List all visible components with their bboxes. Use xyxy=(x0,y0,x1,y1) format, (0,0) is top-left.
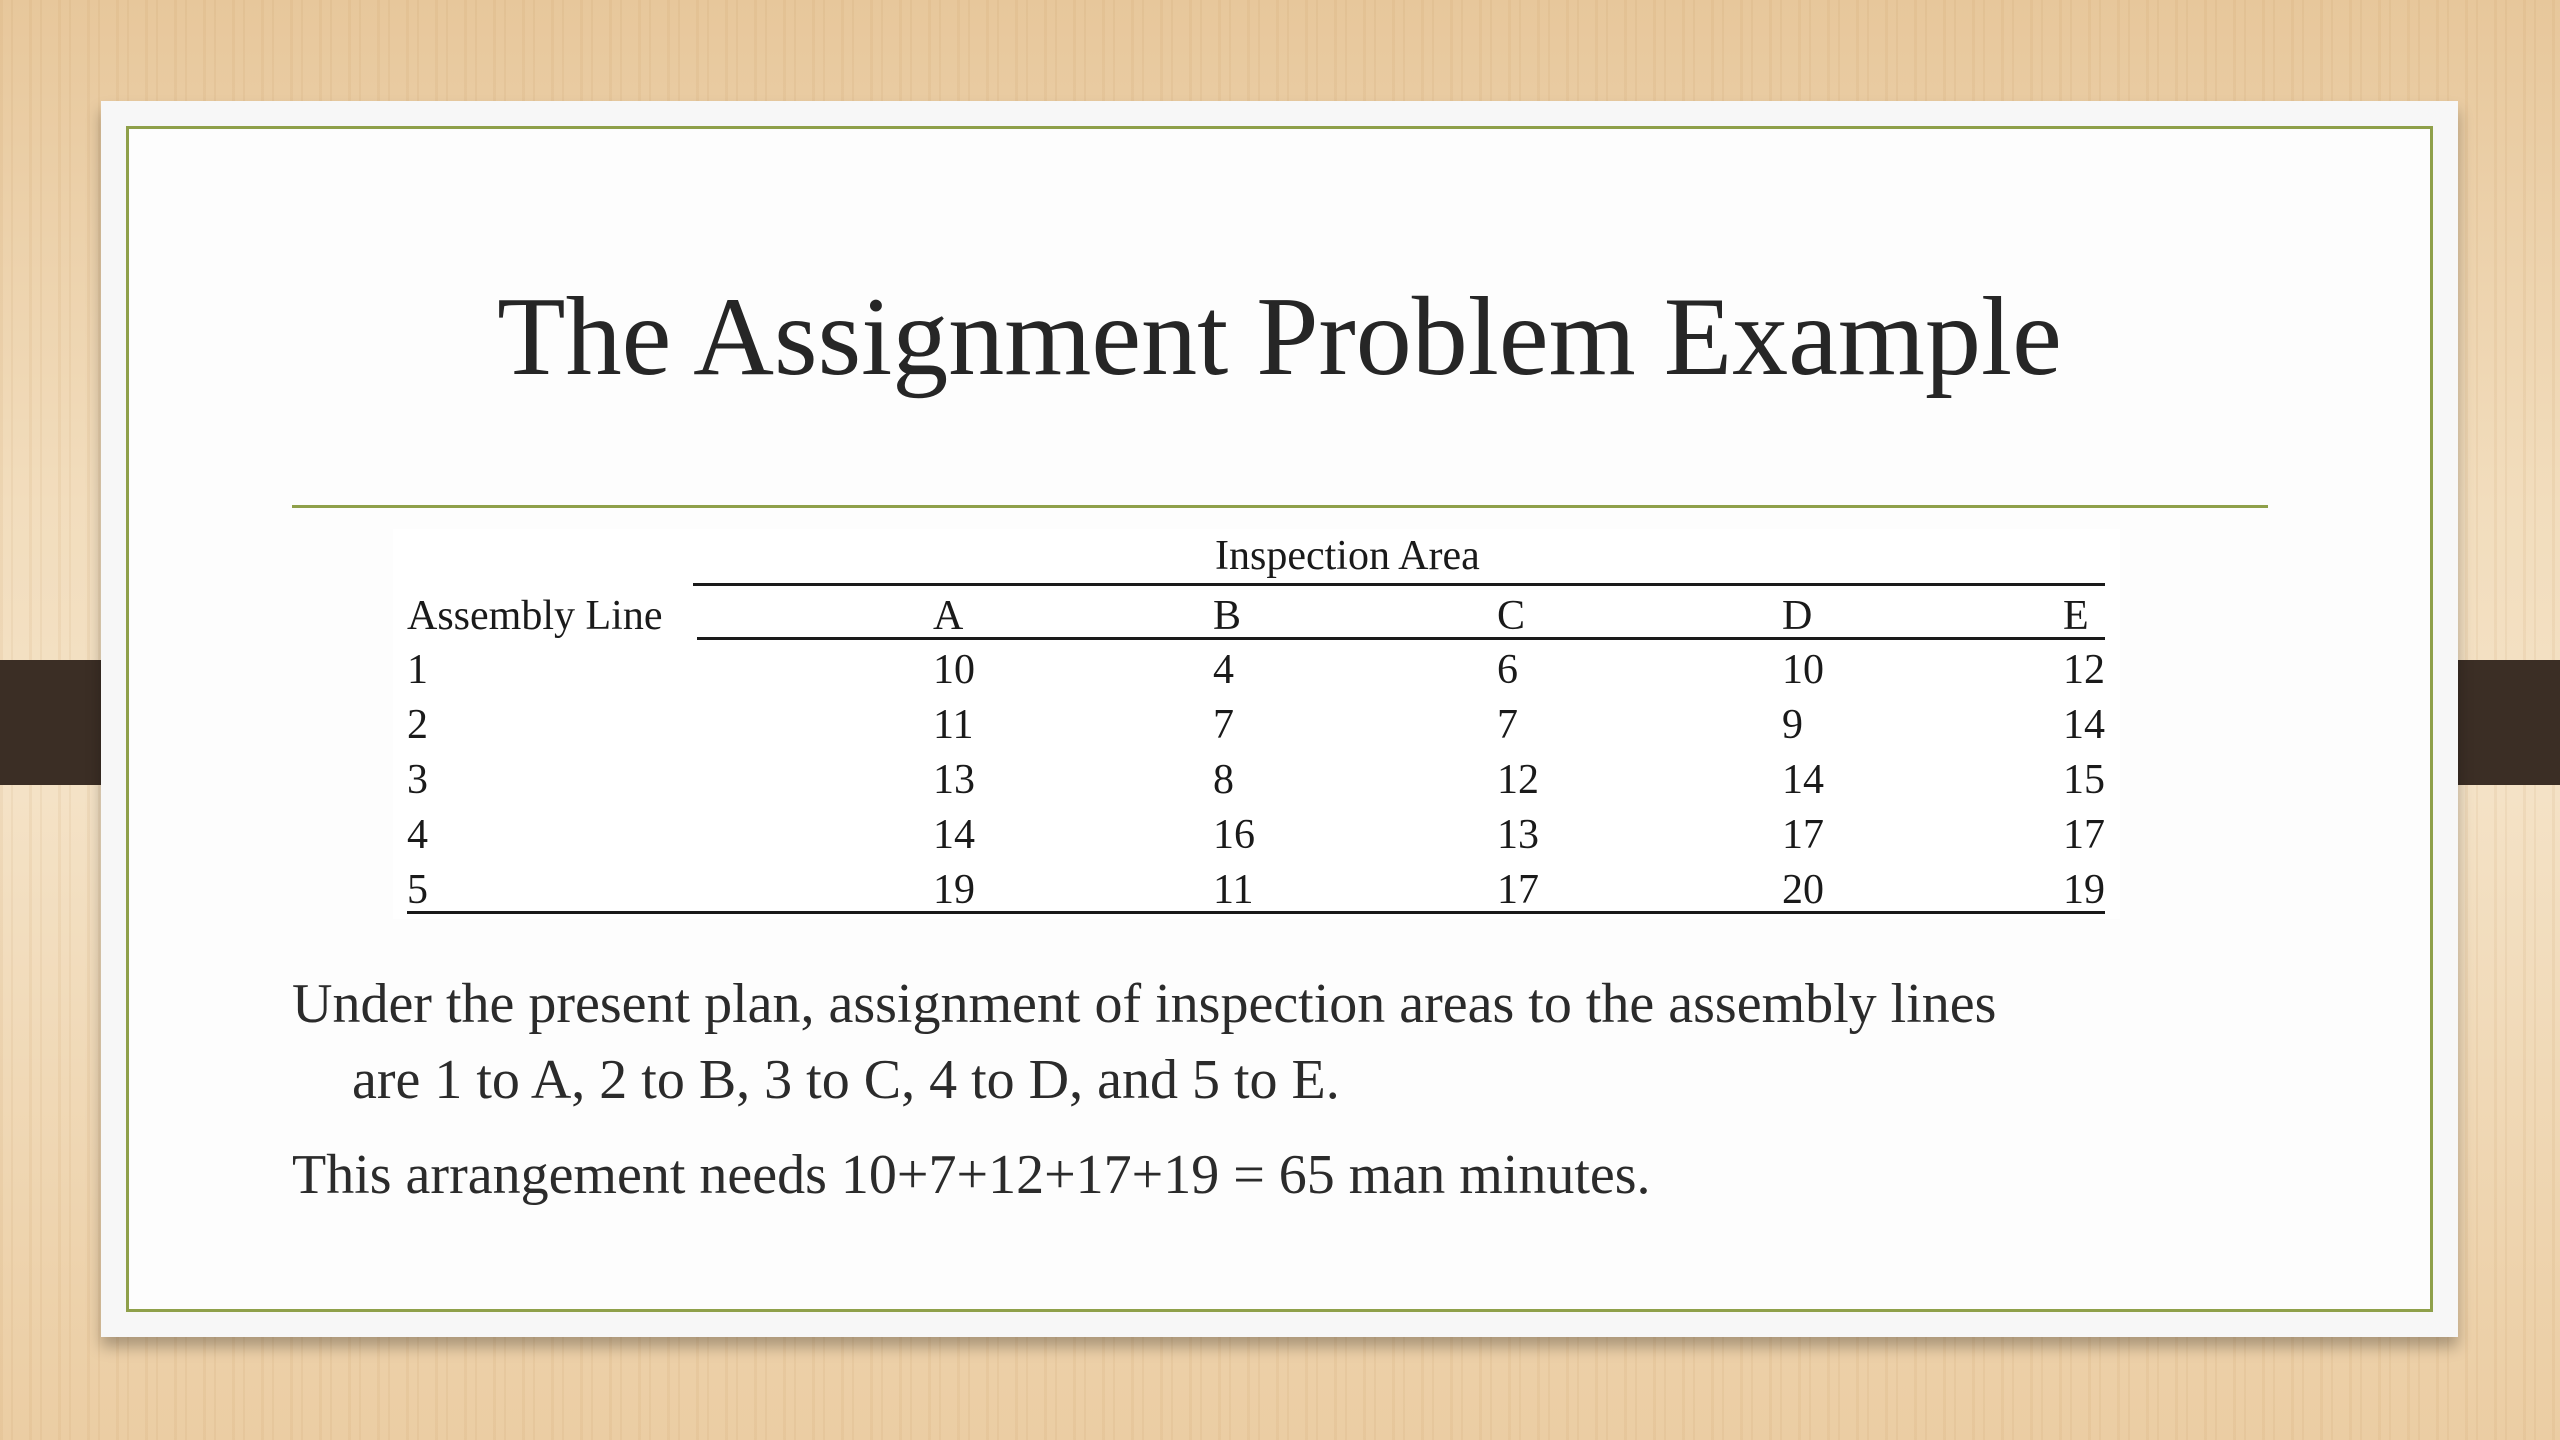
table-row-4-c: 13 xyxy=(1497,812,1539,858)
table-row-5-b: 11 xyxy=(1213,867,1254,913)
table-row-1-e: 12 xyxy=(2063,647,2105,693)
table-rule-header xyxy=(697,637,2105,640)
table-rule-bottom xyxy=(407,911,2105,914)
table-column-header-b: B xyxy=(1213,593,1242,639)
table-row-5-a: 19 xyxy=(933,867,975,913)
table-row-4-line: 4 xyxy=(407,812,428,858)
inspection-time-table xyxy=(393,529,2120,919)
table-row-3-e: 15 xyxy=(2063,757,2105,803)
table-row-5-c: 17 xyxy=(1497,867,1539,913)
table-row-3-d: 14 xyxy=(1782,757,1824,803)
table-row-3-a: 13 xyxy=(933,757,975,803)
table-row-2-e: 14 xyxy=(2063,702,2105,748)
table-row-2-b: 7 xyxy=(1213,702,1234,748)
table-row-4-d: 17 xyxy=(1782,812,1824,858)
table-row-5-e: 19 xyxy=(2063,867,2105,913)
slide-title: The Assignment Problem Example xyxy=(497,275,2062,399)
table-row-3-b: 8 xyxy=(1213,757,1234,803)
table-row-2-a: 11 xyxy=(933,702,974,748)
table-row-3-line: 3 xyxy=(407,757,428,803)
table-row-2-c: 7 xyxy=(1497,702,1518,748)
present-plan-line-1: Under the present plan, assignment of inspection areas to the assembly lines xyxy=(292,973,1997,1035)
table-row-1-c: 6 xyxy=(1497,647,1518,693)
table-row-1-line: 1 xyxy=(407,647,428,693)
table-row-4-e: 17 xyxy=(2063,812,2105,858)
table-row-2-d: 9 xyxy=(1782,702,1803,748)
table-group-header: Inspection Area xyxy=(1215,533,1480,579)
table-row-4-b: 16 xyxy=(1213,812,1255,858)
table-row-1-b: 4 xyxy=(1213,647,1234,693)
title-divider xyxy=(292,505,2268,508)
table-column-header-a: A xyxy=(933,593,964,639)
table-rule-top xyxy=(693,583,2105,586)
arrangement-total-paragraph: This arrangement needs 10+7+12+17+19 = 65 man minutes. xyxy=(292,1144,1651,1206)
table-row-4-a: 14 xyxy=(933,812,975,858)
table-row-5-d: 20 xyxy=(1782,867,1824,913)
present-plan-paragraph xyxy=(292,966,2292,1118)
table-column-header-c: C xyxy=(1497,593,1526,639)
present-plan-line-2: are 1 to A, 2 to B, 3 to C, 4 to D, and 5 to E. xyxy=(352,1049,1340,1111)
table-row-1-a: 10 xyxy=(933,647,975,693)
table-column-header-e: E xyxy=(2063,593,2089,639)
table-row-5-line: 5 xyxy=(407,867,428,913)
table-column-header-d: D xyxy=(1782,593,1813,639)
slide xyxy=(101,101,2458,1337)
table-row-2-line: 2 xyxy=(407,702,428,748)
table-row-1-d: 10 xyxy=(1782,647,1824,693)
table-row-3-c: 12 xyxy=(1497,757,1539,803)
table-row-header-label: Assembly Line xyxy=(407,593,663,639)
